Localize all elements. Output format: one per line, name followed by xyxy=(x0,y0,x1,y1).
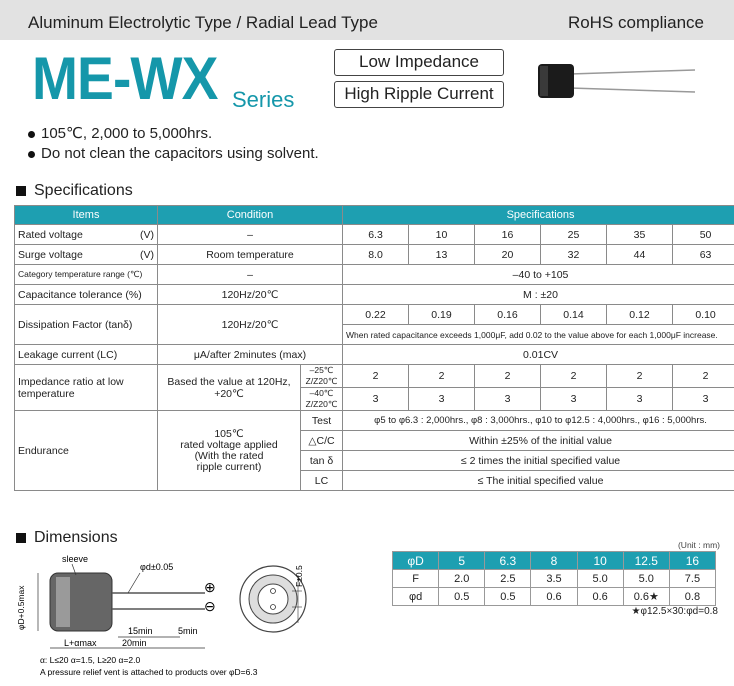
dissipation-value: 0.19 xyxy=(409,305,475,325)
dissipation-note: When rated capacitance exceeds 1,000μF, add 0.02 to the value above for each 1,000μF increase. xyxy=(343,325,734,345)
cap-tolerance-row xyxy=(15,285,734,305)
bullet-item xyxy=(28,144,319,164)
min20-label: 20min xyxy=(122,638,147,648)
L-alpha-label: L+αmax xyxy=(64,638,97,648)
dim-cell: 3.5 xyxy=(531,570,577,588)
header-items: Items xyxy=(15,206,158,225)
dissipation-row xyxy=(15,305,734,325)
surge-voltage-value: 8.0 xyxy=(343,245,409,265)
sleeve-label: sleeve xyxy=(62,554,89,564)
endurance-value: ≤ The initial specified value xyxy=(343,471,734,491)
surge-voltage-row xyxy=(15,245,734,265)
impedance-temp-2: –40℃ Z/Z20℃ xyxy=(301,388,343,411)
bullet-text: 105℃, 2,000 to 5,000hrs. xyxy=(41,125,213,142)
bullet-list xyxy=(28,124,319,164)
leakage-condition: μA/after 2minutes (max) xyxy=(158,345,343,365)
endurance-condition: 105℃ rated voltage applied (With the rated ripple current) xyxy=(158,411,301,491)
dim-cell: 0.6 xyxy=(577,588,623,606)
rated-voltage-condition: – xyxy=(158,225,343,245)
impedance-condition: Based the value at 120Hz, +20℃ xyxy=(158,365,301,411)
dim-cell: 7.5 xyxy=(669,570,715,588)
dissipation-condition: 120Hz/20℃ xyxy=(158,305,343,345)
plus-symbol: ⊕ xyxy=(204,579,216,595)
dimensions-unit: (Unit : mm) xyxy=(677,540,720,550)
leakage-label: Leakage current (LC) xyxy=(15,345,158,365)
min5-label: 5min xyxy=(178,626,198,636)
dissipation-value: 0.14 xyxy=(541,305,607,325)
minus-symbol: ⊖ xyxy=(204,598,216,614)
rated-voltage-label: Rated voltage (V) xyxy=(15,225,158,245)
cap-tolerance-value: M : ±20 xyxy=(343,285,734,305)
endurance-item: LC xyxy=(301,471,343,491)
dimensions-table xyxy=(392,551,716,606)
capacitor-photo xyxy=(530,62,700,102)
surge-voltage-value: 13 xyxy=(409,245,475,265)
endurance-row-test xyxy=(15,411,734,431)
rohs-label: RoHS compliance xyxy=(567,13,704,32)
dim-cell: 0.5 xyxy=(439,588,485,606)
impedance-value: 3 xyxy=(475,388,541,411)
specifications-heading xyxy=(16,182,133,200)
spec-header-row xyxy=(15,206,734,225)
specifications-heading-text: Specifications xyxy=(34,182,133,199)
impedance-value: 3 xyxy=(409,388,475,411)
dissipation-value: 0.16 xyxy=(475,305,541,325)
rated-voltage-value: 35 xyxy=(607,225,673,245)
dimensions-note: ★φ12.5×30:φd=0.8 xyxy=(631,606,718,617)
dim-row-d xyxy=(393,588,716,606)
impedance-value: 2 xyxy=(409,365,475,388)
impedance-value: 2 xyxy=(541,365,607,388)
F-label: F±0.5 xyxy=(294,565,304,587)
dissipation-label: Dissipation Factor (tanδ) xyxy=(15,305,158,345)
dim-cell: 0.8 xyxy=(669,588,715,606)
surge-voltage-value: 63 xyxy=(673,245,734,265)
bullet-item xyxy=(28,124,319,144)
series-word: Series xyxy=(232,87,295,112)
surge-voltage-value: 20 xyxy=(475,245,541,265)
series-name: ME-WX xyxy=(32,45,218,112)
dim-header-cell: 10 xyxy=(577,552,623,570)
impedance-value: 3 xyxy=(541,388,607,411)
rated-voltage-value: 25 xyxy=(541,225,607,245)
rated-voltage-value: 16 xyxy=(475,225,541,245)
specifications-table xyxy=(14,205,734,491)
surge-voltage-value: 32 xyxy=(541,245,607,265)
endurance-value: Within ±25% of the initial value xyxy=(343,431,734,451)
dissipation-value: 0.10 xyxy=(673,305,734,325)
header-condition: Condition xyxy=(158,206,343,225)
dim-cell: 2.0 xyxy=(439,570,485,588)
impedance-value: 2 xyxy=(343,365,409,388)
impedance-temp-1: –25℃ Z/Z20℃ xyxy=(301,365,343,388)
leakage-row xyxy=(15,345,734,365)
type-title: Aluminum Electrolytic Type / Radial Lead Type xyxy=(28,13,378,32)
impedance-label: Impedance ratio at low temperature xyxy=(15,365,158,411)
impedance-value: 3 xyxy=(673,388,734,411)
impedance-value: 3 xyxy=(607,388,673,411)
dissipation-value: 0.22 xyxy=(343,305,409,325)
dim-row-F xyxy=(393,570,716,588)
surge-voltage-value: 44 xyxy=(607,245,673,265)
dim-cell: 0.5 xyxy=(485,588,531,606)
rated-voltage-value: 50 xyxy=(673,225,734,245)
category-temp-condition: – xyxy=(158,265,343,285)
dim-cell: 0.6 xyxy=(531,588,577,606)
dim-header-row xyxy=(393,552,716,570)
endurance-item: △C/C xyxy=(301,431,343,451)
endurance-label: Endurance xyxy=(15,411,158,491)
cap-tolerance-label: Capacitance tolerance (%) xyxy=(15,285,158,305)
surge-voltage-label: Surge voltage (V) xyxy=(15,245,158,265)
endurance-value: φ5 to φ6.3 : 2,000hrs., φ8 : 3,000hrs., φ10 to φ12.5 : 4,000hrs., φ16 : 5,000hrs. xyxy=(343,411,734,431)
impedance-value: 2 xyxy=(475,365,541,388)
dim-cell: 5.0 xyxy=(623,570,669,588)
category-temp-label: Category temperature range (℃) xyxy=(15,265,158,285)
bullet-text: Do not clean the capacitors using solvent. xyxy=(41,145,319,162)
impedance-value: 3 xyxy=(343,388,409,411)
min15-label: 15min xyxy=(128,626,153,636)
dimension-drawing xyxy=(10,545,370,685)
impedance-value: 2 xyxy=(607,365,673,388)
phi-D-label: φD+0.5max xyxy=(16,585,26,630)
endurance-item: tan δ xyxy=(301,451,343,471)
header-specs: Specifications xyxy=(343,206,734,225)
dim-cell: 2.5 xyxy=(485,570,531,588)
phi-d-label: φd±0.05 xyxy=(140,562,174,572)
dim-row-label: F xyxy=(393,570,439,588)
dim-cell: 5.0 xyxy=(577,570,623,588)
feature-high-ripple: High Ripple Current xyxy=(334,81,504,108)
dimensions-heading-text: Dimensions xyxy=(34,529,118,546)
dim-row-label: φd xyxy=(393,588,439,606)
impedance-row-1 xyxy=(15,365,734,388)
rated-voltage-value: 6.3 xyxy=(343,225,409,245)
dissipation-value: 0.12 xyxy=(607,305,673,325)
dim-header-cell: 8 xyxy=(531,552,577,570)
leakage-value: 0.01CV xyxy=(343,345,734,365)
dim-header-cell: 16 xyxy=(669,552,715,570)
dim-header-cell: 6.3 xyxy=(485,552,531,570)
endurance-item: Test xyxy=(301,411,343,431)
surge-voltage-condition: Room temperature xyxy=(158,245,343,265)
vent-note: A pressure relief vent is attached to products over φD=6.3 xyxy=(40,667,258,677)
dim-header-cell: φD xyxy=(393,552,439,570)
rated-voltage-value: 10 xyxy=(409,225,475,245)
dim-cell: 0.6★ xyxy=(623,588,669,606)
category-temp-row xyxy=(15,265,734,285)
endurance-value: ≤ 2 times the initial specified value xyxy=(343,451,734,471)
impedance-value: 2 xyxy=(673,365,734,388)
header-bar xyxy=(0,0,734,40)
rated-voltage-row xyxy=(15,225,734,245)
dim-header-cell: 12.5 xyxy=(623,552,669,570)
dim-header-cell: 5 xyxy=(439,552,485,570)
cap-tolerance-condition: 120Hz/20℃ xyxy=(158,285,343,305)
alpha-note: α: L≤20 α=1.5, L≥20 α=2.0 xyxy=(40,655,141,665)
category-temp-value: –40 to +105 xyxy=(343,265,734,285)
feature-low-impedance: Low Impedance xyxy=(334,49,504,76)
